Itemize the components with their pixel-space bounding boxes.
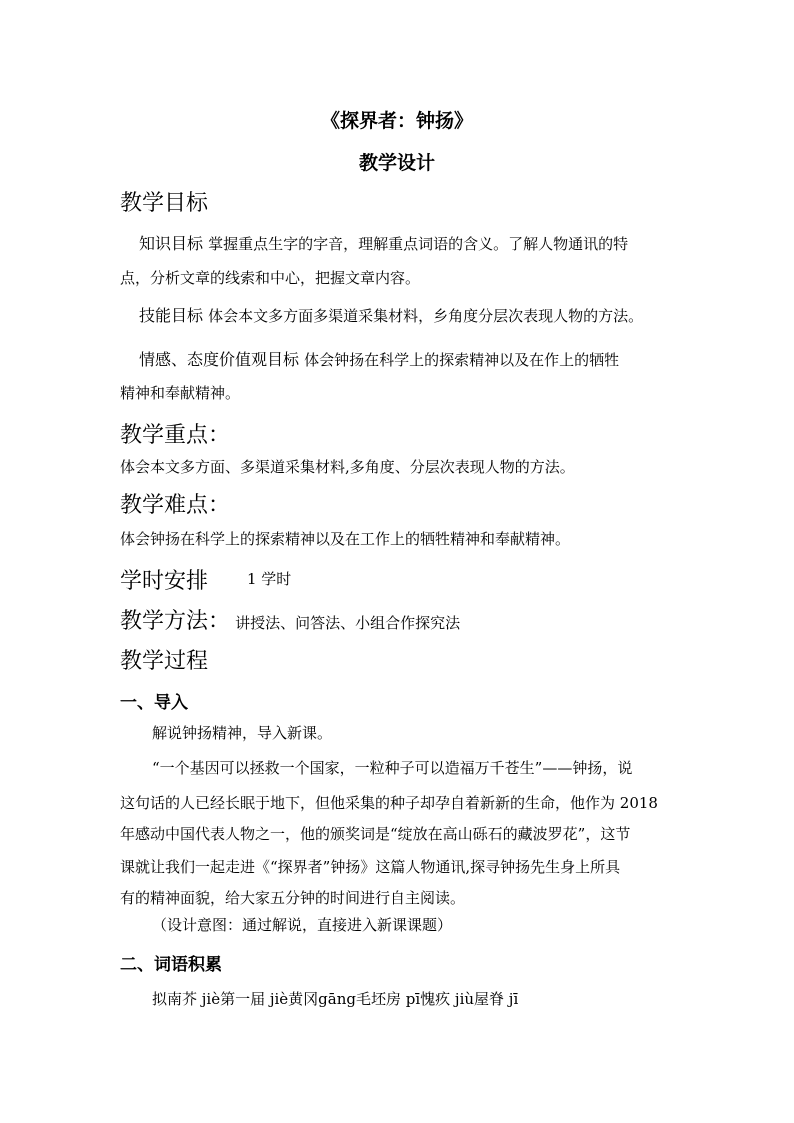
section-vocab-heading: 二、词语积累 — [120, 955, 222, 975]
goals-heading: 教学目标 — [120, 191, 209, 216]
knowledge-goal-text-cont: 点，分析文章的线索和中心，把握文章内容。 — [120, 269, 421, 287]
knowledge-goal — [139, 231, 628, 254]
attitude-goal — [139, 347, 619, 370]
section-intro-heading: 一、导入 — [120, 693, 188, 713]
intro-paragraph-line: 课就让我们一起走进《“探界者”钟扬》这篇人物通讯,探寻钟扬先生身上所具 — [120, 858, 621, 876]
method-heading: 教学方法： — [120, 609, 231, 634]
vocab-line: 拟南芥 jiè第一届 jiè黄冈gāng毛坯房 pī愧疚 jiù屋脊 jī — [152, 990, 519, 1008]
skill-goal — [139, 303, 643, 326]
intro-paragraph-line: 这句话的人已经长眠于地下，但他采集的种子却孕自着新新的生命，他作为 2018 — [120, 794, 658, 812]
knowledge-goal-text: 掌握重点生字的字音，理解重点词语的含义。了解人物通讯的特 — [208, 235, 629, 253]
method-row — [120, 604, 460, 635]
schedule-heading: 学时安排 — [120, 569, 209, 594]
keypoints-text: 体会本文多方面、多渠道采集材料,多角度、分层次表现人物的方法。 — [120, 458, 575, 476]
skill-goal-label: 技能目标 — [139, 306, 204, 325]
schedule-value: 1 学时 — [247, 570, 292, 588]
intro-paragraph-line: 有的精神面貌，给大家五分钟的时间进行自主阅读。 — [120, 889, 466, 907]
process-heading: 教学过程 — [120, 649, 209, 674]
intro-text: 解说钟扬精神，导入新课。 — [152, 724, 333, 742]
design-note: （设计意图：通过解说，直接进入新课课题） — [152, 916, 453, 934]
attitude-goal-text-cont: 精神和奉献精神。 — [120, 384, 241, 402]
skill-goal-text: 体会本文多方面多渠道采集材料，乡角度分层次表现人物的方法。 — [208, 307, 644, 325]
difficulties-heading: 教学难点： — [120, 493, 231, 518]
attitude-goal-text: 体会钟扬在科学上的探索精神以及在作上的牺牲 — [304, 351, 620, 369]
document-subtitle: 教学设计 — [358, 152, 435, 174]
method-value: 讲授法、问答法、小组合作探究法 — [235, 614, 461, 632]
knowledge-goal-label: 知识目标 — [139, 234, 204, 253]
intro-paragraph-line: “一个基因可以拯救一个国家，一粒种子可以造福万千苍生”——钟扬，说 — [152, 759, 633, 777]
intro-paragraph-line: 年感动中国代表人物之一，他的颁奖词是“绽放在高山砾石的藏波罗花”，这节 — [120, 825, 631, 843]
difficulties-text: 体会钟扬在科学上的探索精神以及在工作上的牺牲精神和奉献精神。 — [120, 530, 571, 548]
document-title: 《探界者：钟扬》 — [320, 110, 473, 132]
attitude-goal-label: 情感、态度价值观目标 — [139, 350, 300, 369]
keypoints-heading: 教学重点： — [120, 423, 231, 448]
